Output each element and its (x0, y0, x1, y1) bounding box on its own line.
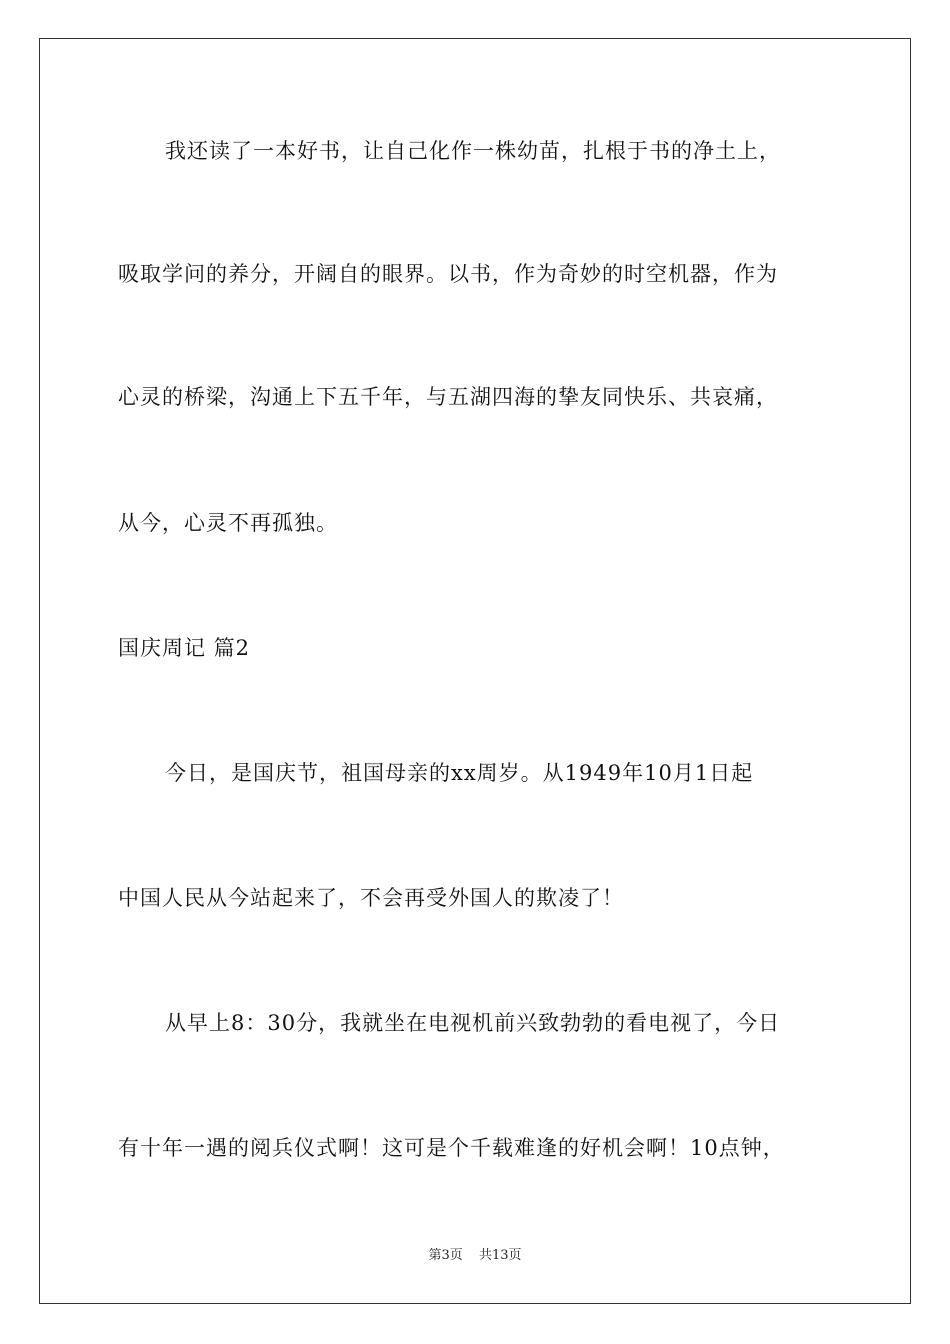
text-line: 今日，是国庆节，祖国母亲的xx周岁。从1949年10月1日起 (165, 761, 754, 785)
text-line: 从早上8：30分，我就坐在电视机前兴致勃勃的看电视了，今日 (165, 1011, 781, 1035)
current-page-number: 第3页 (428, 1248, 463, 1263)
total-page-count: 共13页 (478, 1248, 522, 1263)
text-line: 我还读了一本好书，让自己化作一株幼苗，扎根于书的净土上， (165, 139, 781, 163)
section-heading: 国庆周记 篇2 (118, 636, 251, 660)
text-line: 从今，心灵不再孤独。 (118, 511, 338, 535)
page-footer (0, 1247, 950, 1265)
text-line: 吸取学问的养分，开阔自的眼界。以书，作为奇妙的时空机器，作为 (118, 262, 778, 286)
text-line: 心灵的桥梁，沟通上下五千年，与五湖四海的挚友同快乐、共哀痛， (118, 385, 778, 409)
text-line: 有十年一遇的阅兵仪式啊！这可是个千载难逢的好机会啊！10点钟， (118, 1136, 785, 1160)
page-border (39, 38, 911, 1304)
text-line: 中国人民从今站起来了，不会再受外国人的欺凌了！ (118, 886, 624, 910)
